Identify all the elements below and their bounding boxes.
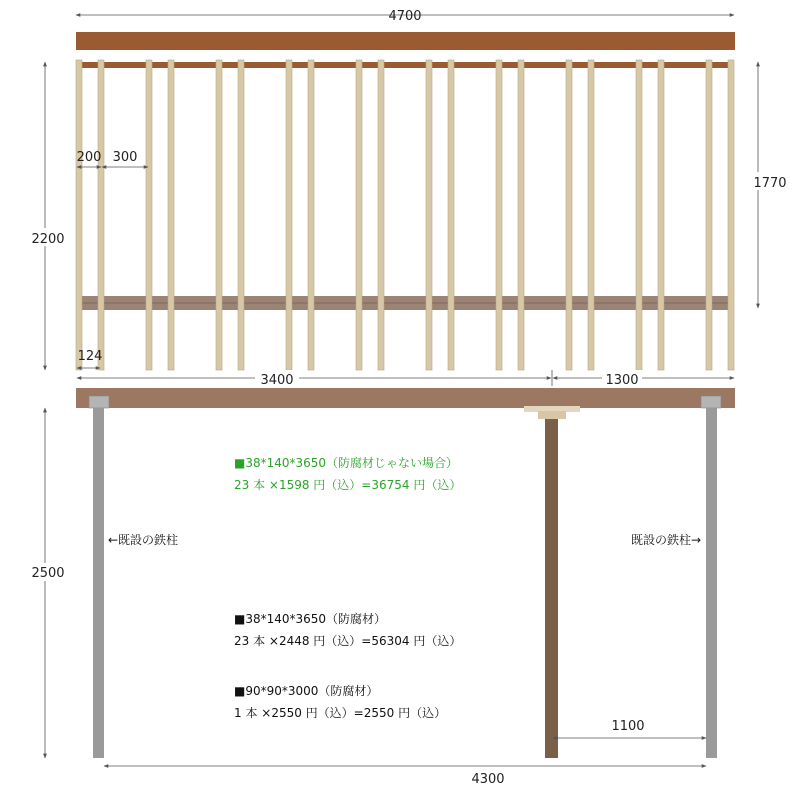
picket	[286, 60, 292, 370]
picket	[566, 60, 572, 370]
dim-124-label: 124	[77, 349, 103, 364]
material-3-spec: ■90*90*3000（防腐材）	[234, 684, 379, 698]
left-pillar-cap	[89, 396, 109, 408]
material-note-2	[234, 608, 461, 652]
right-pillar-cap	[701, 396, 721, 408]
picket	[308, 60, 314, 370]
left-pillar-label: ←既設の鉄柱	[108, 533, 179, 547]
picket	[76, 60, 82, 370]
dim-300-label: 300	[112, 150, 138, 165]
picket	[658, 60, 664, 370]
dimension-total-width	[76, 9, 734, 24]
right-pillar-label: 既設の鉄柱→	[631, 533, 702, 547]
dim-2200-label: 2200	[31, 232, 65, 247]
dimension-spacing	[77, 150, 148, 167]
dimension-height-total	[28, 62, 68, 370]
pickets	[76, 60, 734, 370]
dimension-spans	[77, 370, 734, 388]
picket	[448, 60, 454, 370]
picket	[426, 60, 432, 370]
material-3-cost: 1 本 ×2550 円（込）=2550 円（込）	[234, 706, 447, 720]
dim-3400-label: 3400	[260, 373, 294, 388]
main-beam	[76, 388, 735, 408]
picket	[356, 60, 362, 370]
dim-2500-label: 2500	[31, 566, 65, 581]
center-post-cap	[524, 406, 580, 419]
material-1-spec: ■38*140*3650（防腐材じゃない場合）	[234, 456, 459, 470]
picket	[98, 60, 104, 370]
dim-4300-label: 4300	[471, 772, 505, 787]
picket	[216, 60, 222, 370]
material-1-cost: 23 本 ×1598 円（込）=36754 円（込）	[234, 478, 462, 492]
dimension-base-width	[104, 766, 706, 787]
dim-200-label: 200	[76, 150, 102, 165]
dimension-post-height	[28, 408, 68, 758]
picket	[146, 60, 152, 370]
picket	[636, 60, 642, 370]
picket	[378, 60, 384, 370]
right-steel-pillar	[706, 408, 717, 758]
picket	[238, 60, 244, 370]
picket	[496, 60, 502, 370]
center-wood-post	[545, 419, 558, 758]
dim-1300-label: 1300	[605, 373, 639, 388]
picket	[168, 60, 174, 370]
material-2-cost: 23 本 ×2448 円（込）=56304 円（込）	[234, 634, 462, 648]
dim-1770-label: 1770	[753, 176, 787, 191]
material-note-1	[234, 452, 461, 496]
dim-4700-label: 4700	[388, 9, 422, 24]
material-2-spec: ■38*140*3650（防腐材）	[234, 612, 387, 626]
material-note-3	[234, 680, 446, 724]
top-rail	[76, 32, 735, 50]
picket	[728, 60, 734, 370]
dim-1100-label: 1100	[611, 719, 645, 734]
dimension-post-offset	[553, 719, 706, 738]
picket	[706, 60, 712, 370]
dimension-fence-height	[748, 62, 788, 308]
picket	[518, 60, 524, 370]
picket	[588, 60, 594, 370]
left-steel-pillar	[93, 408, 104, 758]
upper-thin-rail	[80, 62, 730, 68]
